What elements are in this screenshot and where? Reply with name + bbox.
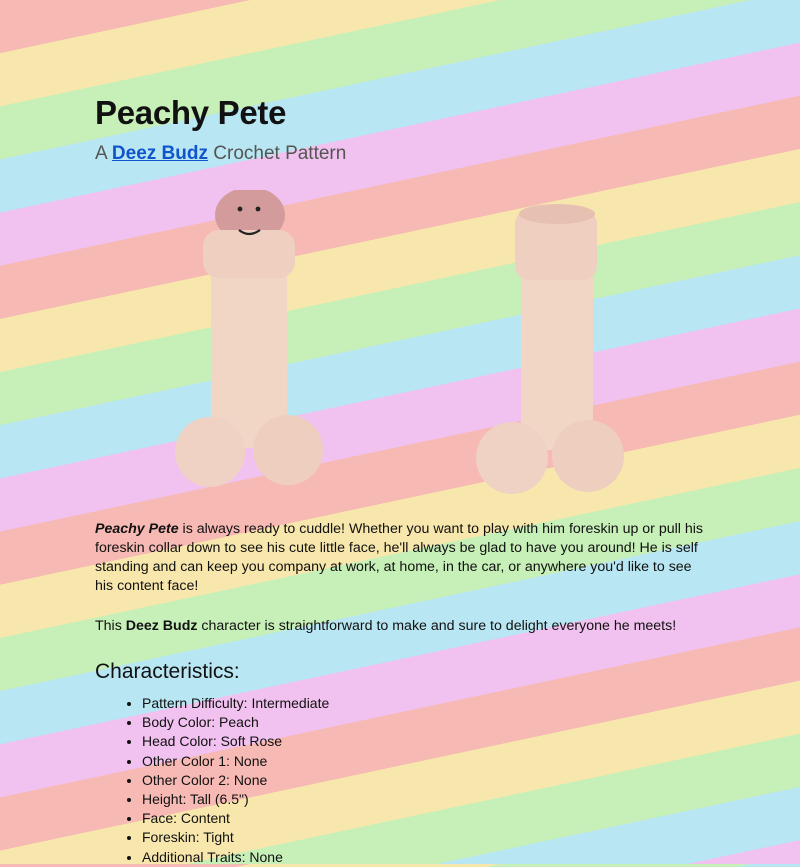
note-prefix: This [95,618,126,634]
list-item: • Foreskin: Tight [142,828,329,847]
note-brand: Deez Budz [125,618,198,634]
note-paragraph [95,617,710,636]
characteristics-heading: Characteristics: [95,660,240,683]
list-item: • Height: Tall (6.5") [142,790,329,809]
intro-text: is always ready to cuddle! Whether you want to play with him foreskin up or pull his foreskin collar down to see his cute little face, he'll always be glad to have you around! He is self standing and can keep you company at work, at home, in the car, or anywhere you'd like to see his content face! [95,521,704,594]
page-title: Peachy Pete [95,94,287,131]
note-suffix: character is straightforward to make and sure to delight everyone he meets! [197,618,677,634]
figure-collar-up-view [476,204,624,494]
product-photo [165,190,705,500]
list-item: • Other Color 2: None [142,771,329,790]
list-item: • Pattern Difficulty: Intermediate [142,694,329,713]
character-name: Peachy Pete [95,521,179,537]
figure-face-view [175,190,323,487]
list-item: • Other Color 1: None [142,752,329,771]
subtitle [95,143,346,165]
list-item: • Face: Content [142,809,329,828]
subtitle-prefix: A [95,143,107,164]
intro-paragraph [95,520,710,596]
deez-budz-link[interactable]: Deez Budz [111,143,208,164]
list-item: • Additional Traits: None [142,848,329,867]
characteristics-list [95,694,329,867]
list-item: • Head Color: Soft Rose [142,732,329,751]
list-item: • Body Color: Peach [142,713,329,732]
subtitle-suffix: Crochet Pattern [213,143,347,164]
